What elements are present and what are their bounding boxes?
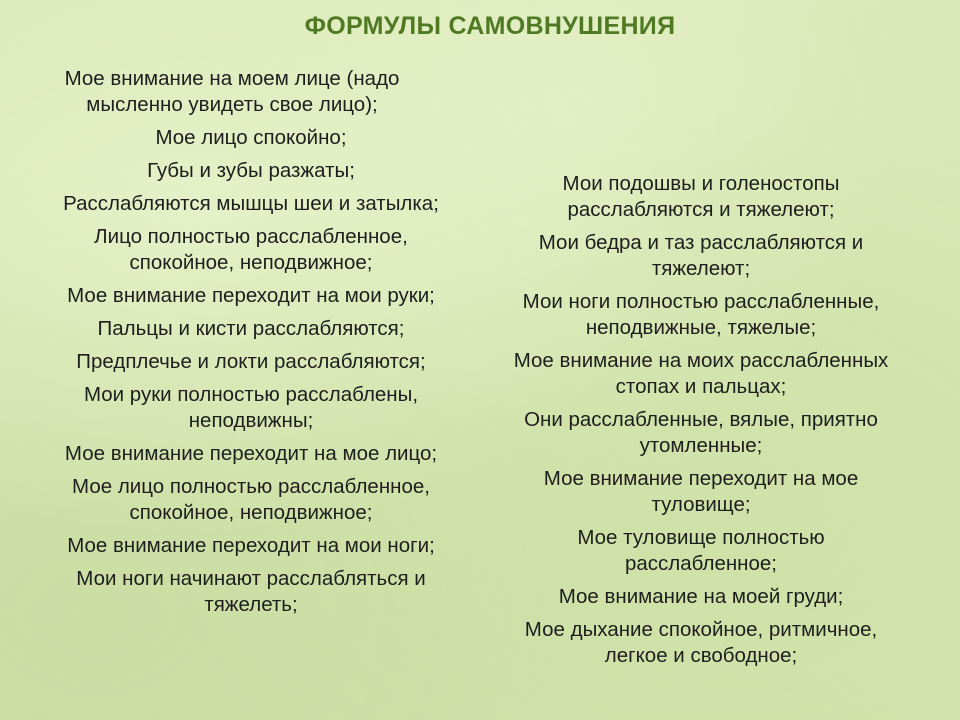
list-item: Мои ноги начинают расслабляться и тяжелеть;: [76, 567, 426, 616]
list-item: Мои ноги полностью расслабленные, неподвижные, тяжелые;: [522, 290, 880, 339]
list-item: Мое туловище полностью расслабленное;: [577, 526, 825, 575]
list-item: Предплечье и локти расслабляются;: [76, 350, 426, 373]
list-item: Мое дыхание спокойное, ритмичное, легкое и свободное;: [524, 618, 878, 667]
list-item: Лицо полностью расслабленное, спокойное, неподвижное;: [94, 225, 408, 274]
list-item: Мое внимание на моем лице (надо мысленно увидеть свое лицо);: [64, 67, 400, 116]
list-item: Пальцы и кисти расслабляются;: [97, 317, 405, 340]
list-item: Мое внимание переходит на мои ноги;: [67, 534, 435, 557]
slide-title: ФОРМУЛЫ САМОВНУШЕНИЯ: [304, 12, 676, 40]
list-item: Мои руки полностью расслаблены, неподвижны;: [83, 383, 419, 432]
list-item: Мое внимание на моей груди;: [558, 585, 844, 608]
list-item: Мои бедра и таз расслабляются и тяжелеют;: [538, 231, 864, 280]
list-item: Губы и зубы разжаты;: [147, 159, 355, 182]
list-item: Мои подошвы и голеностопы расслабляются и тяжелеют;: [562, 172, 840, 221]
list-item: Мое лицо полностью расслабленное, спокойное, неподвижное;: [72, 475, 430, 524]
list-item: Мое лицо спокойно;: [155, 126, 347, 149]
list-item: Мое внимание на моих расслабленных стопах и пальцах;: [513, 349, 889, 398]
left-column: [32, 66, 470, 625]
list-item: Они расслабленные, вялые, приятно утомленные;: [524, 408, 878, 457]
list-item: Мое внимание переходит на мое туловище;: [543, 467, 859, 516]
list-item: Расслабляются мышцы шеи и затылка;: [63, 192, 439, 215]
list-item: Мое внимание переходит на мои руки;: [67, 284, 435, 307]
right-column: [482, 171, 920, 676]
list-item: Мое внимание переходит на мое лицо;: [64, 442, 438, 465]
